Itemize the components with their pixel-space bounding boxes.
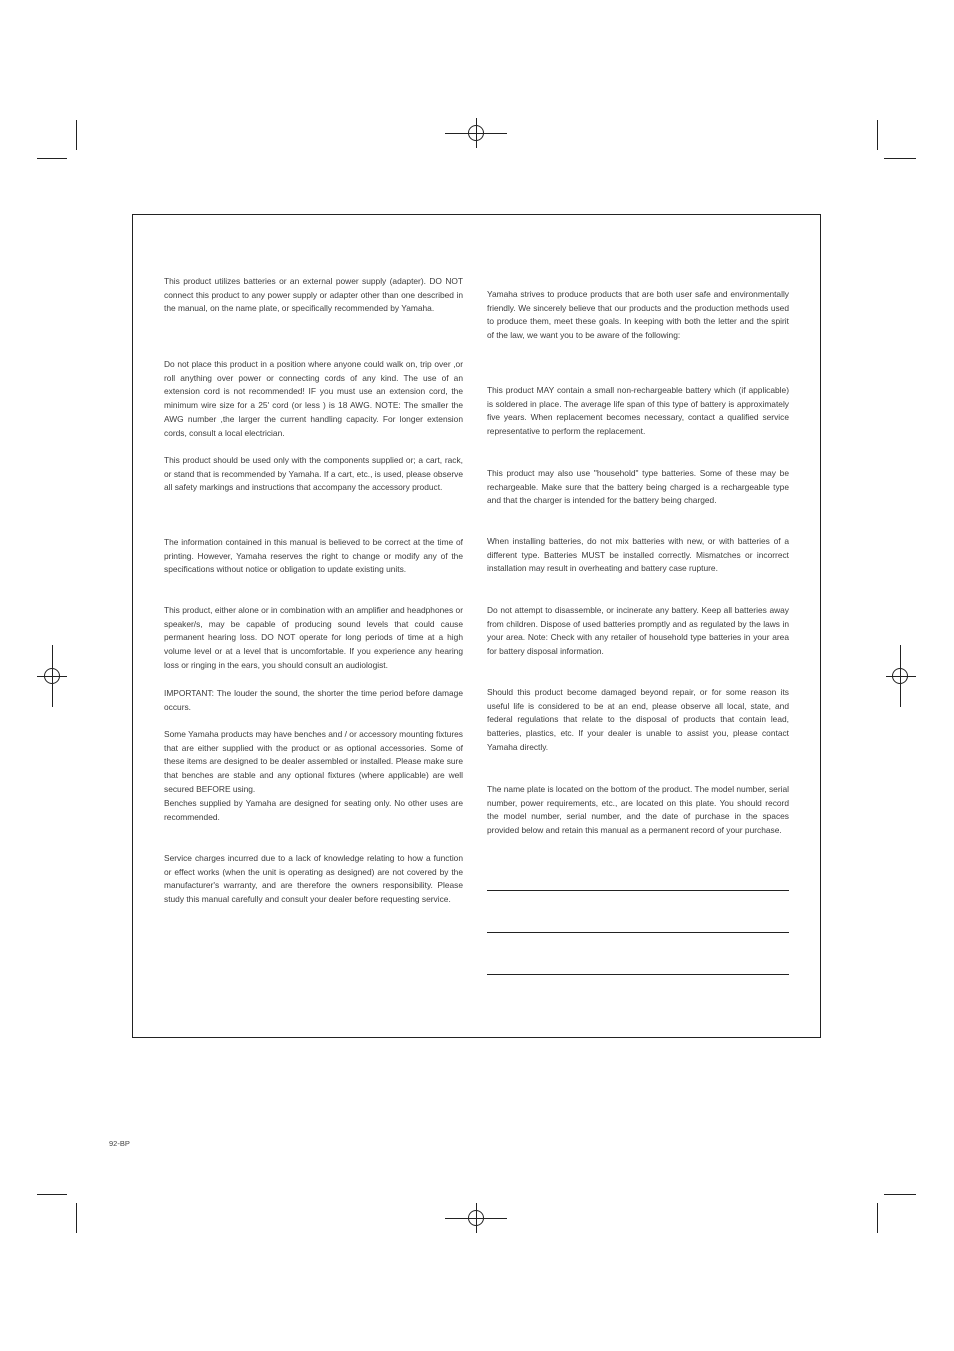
name-plate-paragraph: The name plate is located on the bottom of the product. The model number, serial number, power requirements, etc., are located on this plate. You should record the model number, serial number, and the date of purchase in the spaces provided below and retain this manual as a permanent record of your purchase.: [487, 784, 789, 836]
battery-paragraph: This product MAY contain a small non-rechargeable battery which (if applicable) is soldered in place. The average life span of this type of battery is approximately five years. When replacement becomes necessary, contact a qualified service representative to perform the replacement.: [487, 385, 789, 437]
registration-circle: [468, 1210, 484, 1226]
registration-circle: [44, 668, 60, 684]
record-line: [487, 932, 789, 933]
household-battery-paragraph: This product may also use "household" type batteries. Some of these may be rechargeable. Make sure that the battery being charged is a rechargeable type and that the charger is intended for the battery being charged.: [487, 468, 789, 506]
environment-paragraph: Yamaha strives to produce products that are both user safe and environmentally friendly. We sincerely believe that our products and the production methods used to produce them, meet these goals. In keeping with both the letter and the spirit of the law, we want you to be aware of the following:: [487, 289, 789, 341]
page-code: 92-BP: [109, 1139, 130, 1148]
end-of-life-paragraph: Should this product become damaged beyond repair, or for some reason its useful life is considered to be at an end, please observe all local, state, and federal regulations that relate to the disposal of products that contain lead, batteries, plastics, etc. If your dealer is unable to assist you, please contact Yamaha directly.: [487, 687, 789, 752]
crop-mark: [37, 158, 67, 159]
registration-circle: [468, 125, 484, 141]
disposal-paragraph: Do not attempt to disassemble, or incinerate any battery. Keep all batteries away from children. Dispose of used batteries promptly and as regulated by the laws in your area. Note: Check with any retailer of household type batteries in your area for battery disposal information.: [487, 605, 789, 657]
power-cord-paragraph: Do not place this product in a position where anyone could walk on, trip over ,or roll anything over power or connecting cords of any kind. The use of an extension cord is not recommended! IF you must use an extension cord, the minimum wire size for a 25' cord (or less ) is 18 AWG. NOTE: The smaller the AWG number ,the larger the current handling capacity. For longer extension cords, consult a local electrician.: [164, 359, 463, 438]
information-paragraph: The information contained in this manual is believed to be correct at the time of printing. However, Yamaha reserves the right to change or modify any of the specifications without notice or obligation to update existing units.: [164, 537, 463, 575]
installing-batteries-paragraph: When installing batteries, do not mix batteries with new, or with batteries of a different type. Batteries MUST be installed correctly. Mismatches or incorrect installation may result in overheating and battery case rupture.: [487, 536, 789, 574]
hearing-loss-paragraph: This product, either alone or in combination with an amplifier and headphones or speaker/s, may be capable of producing sound levels that could cause permanent hearing loss. DO NOT operate for long periods of time at a high volume level or at a level that is uncomfortable. If you experience any hearing loss or ringing in the ears, you should consult an audiologist.: [164, 605, 463, 670]
crop-mark: [76, 1203, 77, 1233]
crop-mark: [877, 1203, 878, 1233]
benches-paragraph: Some Yamaha products may have benches and / or accessory mounting fixtures that are either supplied with the product or as optional accessories. Some of these items are designed to be dealer assembled or installed. Please make sure that benches are stable and any optional fixtures (where applicable) are well secured BEFORE using.: [164, 729, 463, 794]
service-charges-paragraph: Service charges incurred due to a lack of knowledge relating to how a function or effect works (when the unit is operating as designed) are not covered by the manufacturer's warranty, and are therefore the owners responsibility. Please study this manual carefully and consult your dealer before requesting service.: [164, 853, 463, 905]
record-line: [487, 974, 789, 975]
crop-mark: [884, 158, 916, 159]
registration-circle: [892, 668, 908, 684]
crop-mark: [37, 1194, 67, 1195]
crop-mark: [877, 120, 878, 150]
record-line: [487, 890, 789, 891]
power-supply-paragraph: This product utilizes batteries or an external power supply (adapter). DO NOT connect this product to any power supply or adapter other than one described in the manual, on the name plate, or specifically recommended by Yamaha.: [164, 276, 463, 314]
accessory-paragraph: This product should be used only with the components supplied or; a cart, rack, or stand that is recommended by Yamaha. If a cart, etc., is used, please observe all safety markings and instructions that accompany the accessory product.: [164, 455, 463, 493]
benches-use-paragraph: Benches supplied by Yamaha are designed for seating only. No other uses are recommended.: [164, 798, 463, 822]
crop-mark: [76, 120, 77, 150]
important-paragraph: IMPORTANT: The louder the sound, the shorter the time period before damage occurs.: [164, 688, 463, 712]
crop-mark: [884, 1194, 916, 1195]
